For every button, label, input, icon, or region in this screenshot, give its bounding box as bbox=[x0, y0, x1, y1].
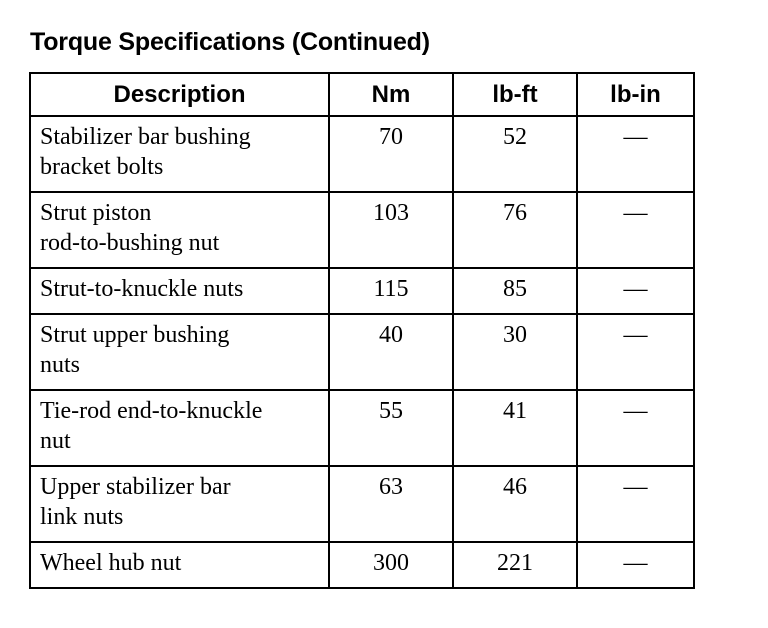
cell-nm: 40 bbox=[329, 314, 453, 390]
cell-lbin: — bbox=[577, 192, 694, 268]
description-line: Strut piston bbox=[40, 200, 152, 226]
cell-lbin: — bbox=[577, 390, 694, 466]
cell-description bbox=[30, 314, 329, 390]
cell-nm: 70 bbox=[329, 116, 453, 192]
header-description: Description bbox=[30, 73, 329, 116]
cell-description bbox=[30, 542, 329, 588]
cell-lbft: 76 bbox=[453, 192, 577, 268]
cell-lbin: — bbox=[577, 542, 694, 588]
cell-nm: 300 bbox=[329, 542, 453, 588]
description-line: Wheel hub nut bbox=[40, 550, 182, 576]
cell-lbft: 85 bbox=[453, 268, 577, 314]
cell-lbft: 46 bbox=[453, 466, 577, 542]
table-row bbox=[30, 390, 694, 466]
header-lbin: lb-in bbox=[577, 73, 694, 116]
cell-description bbox=[30, 116, 329, 192]
cell-lbin: — bbox=[577, 466, 694, 542]
cell-nm: 103 bbox=[329, 192, 453, 268]
cell-lbft: 221 bbox=[453, 542, 577, 588]
header-nm: Nm bbox=[329, 73, 453, 116]
page-title: Torque Specifications (Continued) bbox=[30, 28, 430, 56]
description-line: bracket bolts bbox=[40, 154, 164, 180]
cell-nm: 115 bbox=[329, 268, 453, 314]
description-line: nut bbox=[40, 428, 71, 454]
description-line: Tie-rod end-to-knuckle bbox=[40, 398, 263, 424]
description-line: Stabilizer bar bushing bbox=[40, 124, 251, 150]
table-row bbox=[30, 192, 694, 268]
description-line: Strut upper bushing bbox=[40, 322, 230, 348]
table-row bbox=[30, 116, 694, 192]
cell-lbft: 52 bbox=[453, 116, 577, 192]
description-line: link nuts bbox=[40, 504, 124, 530]
cell-lbft: 30 bbox=[453, 314, 577, 390]
cell-lbft: 41 bbox=[453, 390, 577, 466]
cell-nm: 63 bbox=[329, 466, 453, 542]
torque-spec-table bbox=[29, 72, 695, 589]
cell-description bbox=[30, 390, 329, 466]
cell-description bbox=[30, 268, 329, 314]
cell-description bbox=[30, 192, 329, 268]
table-row bbox=[30, 314, 694, 390]
cell-lbin: — bbox=[577, 314, 694, 390]
cell-description bbox=[30, 466, 329, 542]
header-lbft: lb-ft bbox=[453, 73, 577, 116]
table-row bbox=[30, 268, 694, 314]
cell-lbin: — bbox=[577, 268, 694, 314]
description-line: nuts bbox=[40, 352, 81, 378]
table-header-row bbox=[30, 73, 694, 116]
description-line: rod-to-bushing nut bbox=[40, 230, 220, 256]
description-line: Upper stabilizer bar bbox=[40, 474, 231, 500]
cell-nm: 55 bbox=[329, 390, 453, 466]
description-line: Strut-to-knuckle nuts bbox=[40, 276, 244, 302]
table-row bbox=[30, 466, 694, 542]
cell-lbin: — bbox=[577, 116, 694, 192]
table-row bbox=[30, 542, 694, 588]
